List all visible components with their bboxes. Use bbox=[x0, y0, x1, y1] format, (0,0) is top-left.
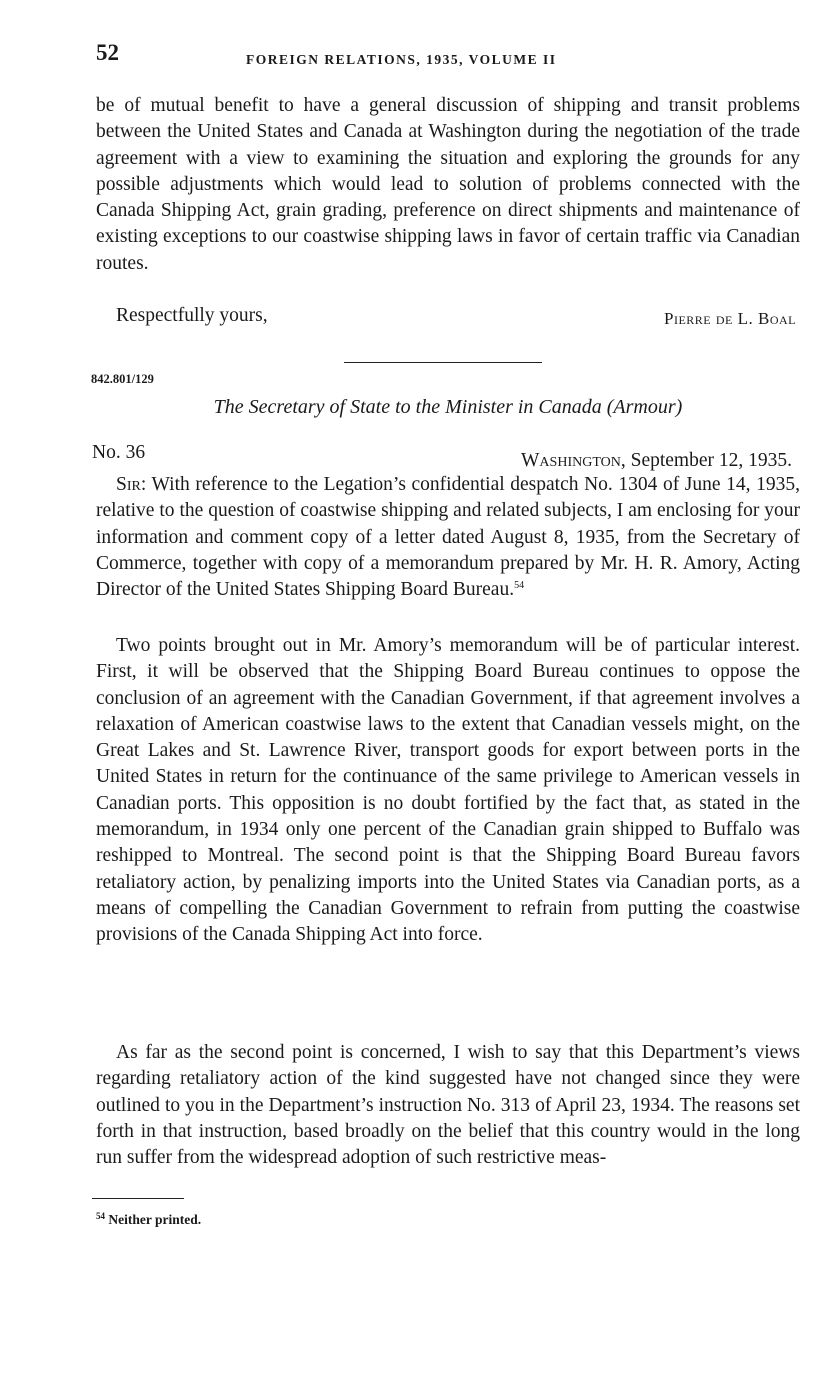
document-number: No. 36 bbox=[92, 442, 146, 463]
section-divider bbox=[344, 362, 542, 363]
page-header bbox=[96, 40, 800, 70]
footnote-reference: 54 bbox=[514, 580, 525, 592]
footnote-text: Neither printed. bbox=[108, 1212, 202, 1227]
place-date bbox=[521, 450, 792, 472]
document-title: The Secretary of State to the Minister in Canada (Armour) bbox=[213, 396, 683, 418]
footnote-marker: 54 bbox=[96, 1211, 105, 1221]
footnote-divider bbox=[92, 1198, 184, 1199]
page-number: 52 bbox=[96, 40, 119, 65]
body-paragraph-3: As far as the second point is concerned, I wish to say that this Department’s views regarding retaliatory action of the kind suggested have not changed since they were outlined to you in the Department’s instruction No. 313 of April 23, 1934. The reasons set forth in that instruction, based broadly on the belief that this country would in the long run suffer from the widespread adoption of such restrictive meas- bbox=[96, 1042, 800, 1169]
body-paragraph-1 bbox=[96, 472, 800, 603]
document-meta bbox=[92, 442, 800, 470]
footnote bbox=[96, 1212, 201, 1228]
document-date: , September 12, 1935. bbox=[620, 450, 792, 471]
file-number: 842.801/129 bbox=[91, 372, 154, 386]
paragraph-1-text: : With reference to the Legation’s confidential despatch No. 1304 of June 14, 1935, relative to the question of coastwise shipping and related subjects, I am enclosing for your information and comment copy of a letter dated August 8, 1935, from the Secretary of Commerce, together with copy of a memorandum prepared by Mr. H. R. Amory, Acting Director of the United States Shipping Board Bureau. bbox=[96, 474, 800, 601]
running-head: FOREIGN RELATIONS, 1935, VOLUME II bbox=[246, 52, 557, 67]
closing-text: Respectfully yours, bbox=[116, 305, 268, 326]
previous-letter-paragraph: be of mutual benefit to have a general discussion of shipping and transit problems between the United States and Canada at Washington during the negotiation of the trade agreement with a view to examining the situation and exploring the grounds for any possible adjustments which would lead to solution of problems connected with the Canada Shipping Act, grain grading, preference on direct shipments and maintenance of existing exceptions to our coastwise shipping laws in favor of certain traffic via Canadian routes. bbox=[96, 95, 800, 274]
document-place: Washington bbox=[521, 450, 621, 471]
signature: Pierre de L. Boal bbox=[664, 309, 796, 328]
body-paragraph-2: Two points brought out in Mr. Amory’s memorandum will be of particular interest. First, it will be observed that the Shipping Board Bureau continues to oppose the conclusion of an agreement with the Canadian Government, if that agreement involves a relaxation of American coastwise laws to the extent that Canadian vessels might, on the Great Lakes and St. Lawrence River, transport goods for export between ports in the United States in return for the continuance of the same privilege to American vessels in Canadian ports. This opposition is no doubt fortified by the fact that, as stated in the memorandum, in 1934 only one percent of the Canadian grain shipped to Buffalo was reshipped to Montreal. The second point is that the Shipping Board Bureau favors retaliatory action, by penalizing imports into the United States via Canadian ports, as a means of compelling the Canadian Government to refrain from putting the coastwise provisions of the Canada Shipping Act into force. bbox=[96, 635, 800, 946]
salutation: Sir bbox=[116, 474, 141, 495]
letter-closing bbox=[96, 305, 800, 335]
